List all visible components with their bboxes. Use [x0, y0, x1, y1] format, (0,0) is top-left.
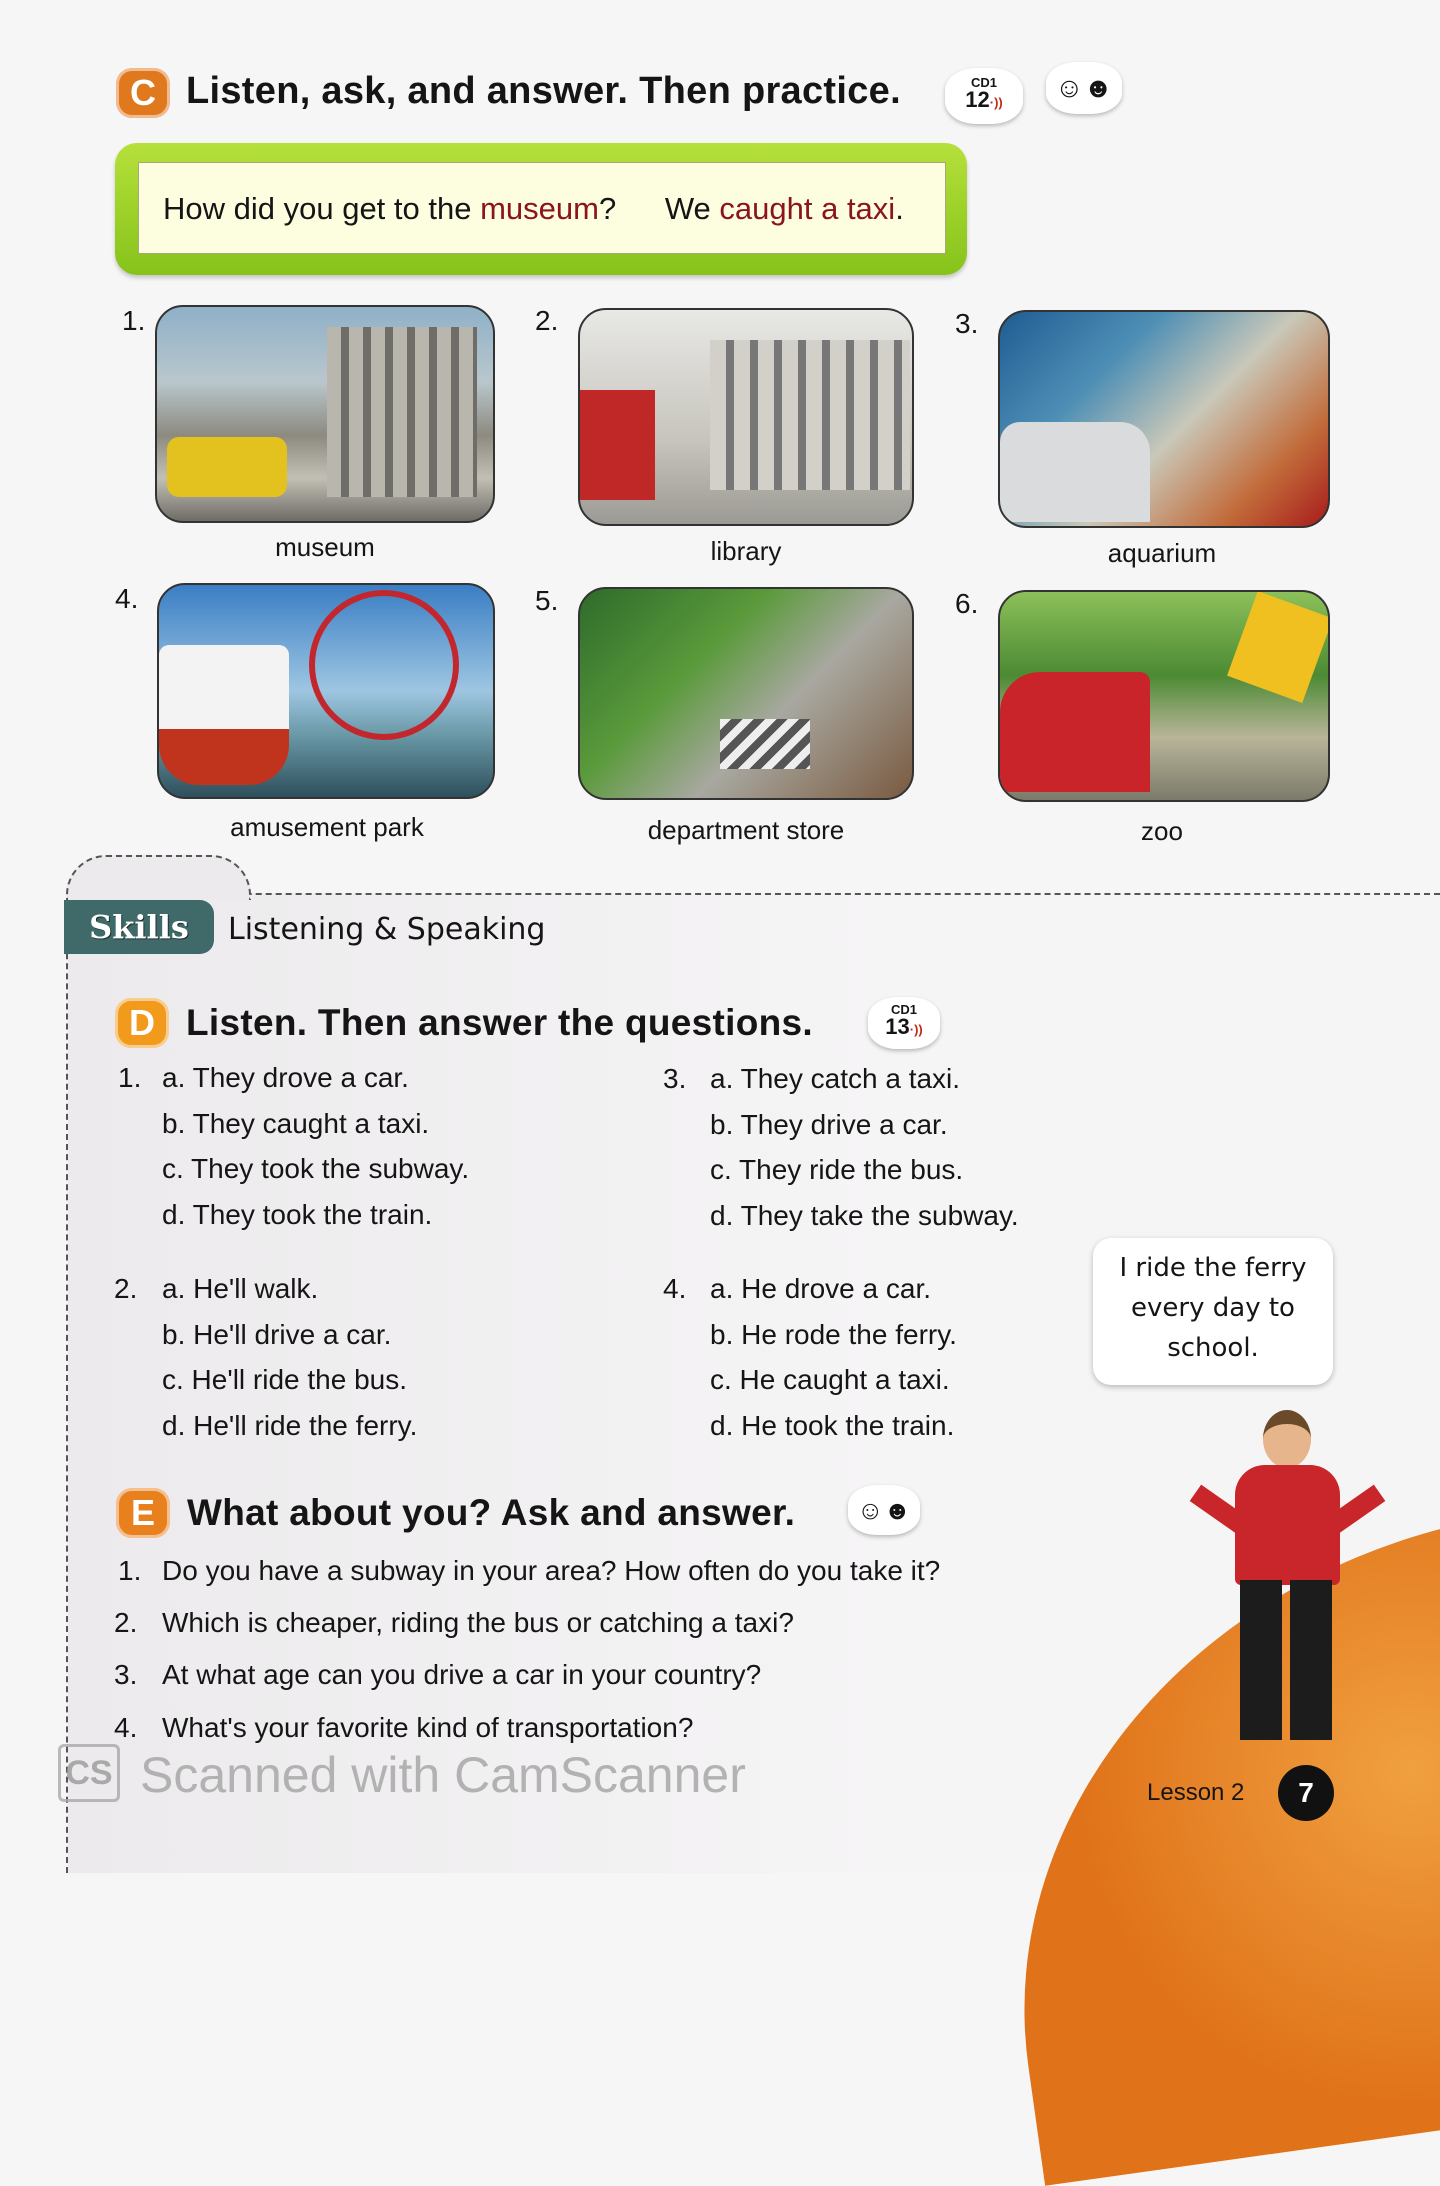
skills-tab-bump [66, 855, 251, 900]
answer-option: b. He rode the ferry. [710, 1319, 957, 1350]
cd-track: 12 [965, 87, 990, 112]
answer-option: c. They ride the bus. [710, 1154, 964, 1185]
answer-option: a. They drove a car. [162, 1062, 409, 1093]
library-picture [578, 308, 914, 526]
answer-option: a. He drove a car. [710, 1273, 932, 1304]
question-number: 3. [663, 1063, 687, 1094]
answer-option: c. He'll ride the bus. [162, 1364, 408, 1395]
question-number: 1. [118, 1062, 142, 1093]
question-number: 4. [663, 1273, 687, 1304]
cd-track: 13 [885, 1014, 910, 1039]
section-c-badge: C [116, 68, 170, 118]
discussion-question: What's your favorite kind of transportation? [162, 1712, 694, 1743]
audio-track-icon[interactable]: CD1 12·)) [945, 68, 1023, 124]
skills-badge: Skills [64, 900, 214, 954]
picture-number: 2. [535, 305, 559, 336]
amusement-park-picture [157, 583, 495, 799]
answer-option: d. He'll ride the ferry. [162, 1410, 418, 1441]
model-question: How did you get to the museum? [163, 191, 617, 226]
skills-subtitle: Listening & Speaking [228, 912, 546, 947]
picture-caption: museum [275, 532, 375, 562]
aquarium-picture [998, 310, 1330, 528]
cd-label: CD1 [970, 75, 997, 90]
cd-label: CD1 [890, 1002, 917, 1017]
pair-work-icon: ☺☻ [1046, 62, 1122, 114]
lesson-label: Lesson 2 [1147, 1779, 1245, 1806]
discussion-question: Do you have a subway in your area? How often do you take it? [162, 1555, 941, 1586]
picture-caption: library [710, 536, 782, 566]
answer-option: c. He caught a taxi. [710, 1364, 950, 1395]
picture-caption: amusement park [230, 812, 424, 842]
question-number: 2. [114, 1273, 138, 1304]
question-number: 1. [118, 1555, 142, 1586]
answer-option: d. They take the subway. [710, 1200, 1019, 1231]
answer-option: c. They took the subway. [162, 1153, 470, 1184]
section-e-badge: E [116, 1488, 170, 1538]
picture-caption: department store [647, 815, 845, 845]
question-number: 3. [114, 1659, 138, 1690]
answer-option: a. He'll walk. [162, 1273, 319, 1304]
answer-option: d. He took the train. [710, 1410, 955, 1441]
picture-number: 6. [955, 588, 979, 619]
picture-number: 4. [115, 583, 139, 614]
model-dialogue-box [115, 143, 967, 275]
section-d-title: Listen. Then answer the questions. [186, 1002, 813, 1043]
department-store-picture [578, 587, 914, 800]
model-answer: We caught a taxi. [664, 191, 904, 226]
pair-work-icon: ☺☻ [848, 1485, 920, 1535]
audio-track-icon[interactable]: CD1 13·)) [868, 997, 940, 1049]
camscanner-watermark: Scanned with CamScanner [140, 1747, 746, 1803]
section-e-title: What about you? Ask and answer. [187, 1492, 796, 1533]
answer-option: b. He'll drive a car. [162, 1319, 392, 1350]
answer-option: d. They took the train. [162, 1199, 433, 1230]
question-number: 2. [114, 1607, 138, 1638]
picture-caption: zoo [1141, 816, 1183, 846]
section-c-title: Listen, ask, and answer. Then practice. [186, 70, 901, 112]
answer-option: b. They drive a car. [710, 1109, 948, 1140]
picture-number: 1. [122, 305, 146, 336]
camscanner-logo: CS [58, 1744, 120, 1802]
picture-number: 3. [955, 308, 979, 339]
question-number: 4. [114, 1712, 138, 1743]
zoo-picture [998, 590, 1330, 802]
picture-number: 5. [535, 585, 559, 616]
page-number: 7 [1278, 1765, 1334, 1821]
answer-option: a. They catch a taxi. [710, 1063, 961, 1094]
museum-picture [155, 305, 495, 523]
discussion-question: At what age can you drive a car in your country? [162, 1659, 762, 1690]
section-d-badge: D [115, 998, 169, 1048]
answer-option: b. They caught a taxi. [162, 1108, 430, 1139]
discussion-question: Which is cheaper, riding the bus or catching a taxi? [162, 1607, 794, 1638]
picture-caption: aquarium [1107, 538, 1217, 568]
speech-bubble: I ride the ferry every day to school. [1093, 1238, 1333, 1385]
